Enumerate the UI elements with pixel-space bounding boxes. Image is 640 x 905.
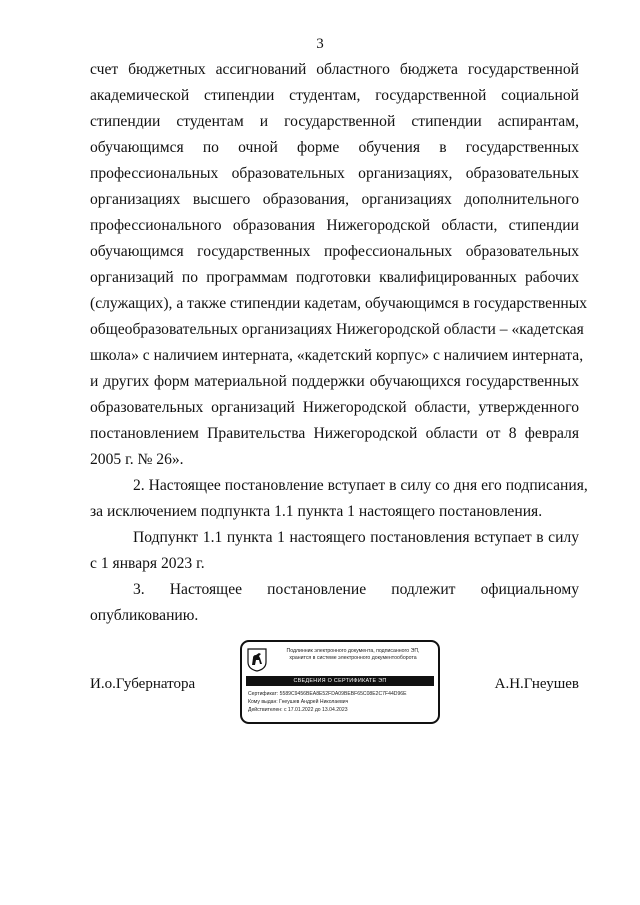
text-line: и других форм материальной поддержки обучающихся государственных [90, 373, 579, 390]
paragraph-3 [90, 525, 579, 577]
text-line: образовательных организаций Нижегородской области, утвержденного [90, 399, 579, 416]
stamp-header-line: хранится в системе электронного документооборота [289, 655, 417, 661]
stamp-header-line: Подлинник электронного документа, подписанного ЭП, [286, 648, 420, 654]
paragraph-4 [90, 577, 579, 629]
paragraph-2 [90, 473, 588, 525]
text-line: общеобразовательных организациях Нижегородской области – «кадетская [90, 321, 584, 338]
text-line: организациях высшего образования, организациях дополнительного [90, 191, 579, 208]
document-body [90, 57, 588, 629]
stamp-title-bar: СВЕДЕНИЯ О СЕРТИФИКАТЕ ЭП [246, 676, 434, 686]
text-line: школа» с наличием интерната, «кадетский корпус» с наличием интерната, [90, 347, 584, 364]
text-line: обучающимся по очной форме обучения в государственных [90, 139, 579, 156]
text-line: 3. Настоящее постановление подлежит официальному [133, 581, 579, 598]
page-number: 3 [316, 36, 324, 52]
text-line: (служащих), а также стипендии кадетам, обучающимся в государственных [90, 295, 588, 312]
stamp-certificate: Сертификат: 5589C9456BEA8E52FDA09BEBF65C08E2C7F44D96E [248, 691, 407, 697]
stamp-owner: Кому выдан: Гнеушев Андрей Николаевич [248, 699, 349, 705]
text-line: 2005 г. № 26». [90, 451, 184, 468]
stamp-header [270, 648, 436, 662]
text-line: стипендии студентам и государственной стипендии аспирантам, [90, 113, 579, 130]
electronic-signature-stamp [240, 640, 440, 724]
text-line: за исключением подпункта 1.1 пункта 1 настоящего постановления. [90, 503, 543, 520]
text-line: академической стипендии студентам, государственной социальной [90, 87, 579, 104]
text-line: организаций по программам подготовки квалифицированных рабочих [90, 269, 579, 286]
text-line: обучающимся государственных профессиональных образовательных [90, 243, 579, 260]
text-line: постановлением Правительства Нижегородской области от 8 февраля [90, 425, 579, 442]
text-line: опубликованию. [90, 607, 199, 624]
text-line: счет бюджетных ассигнований областного бюджета государственной [90, 61, 579, 78]
signatory-name: А.Н.Гнеушев [494, 676, 579, 692]
text-line: Подпункт 1.1 пункта 1 настоящего постановления вступает в силу [133, 529, 579, 546]
text-line: профессионального образования Нижегородской области, стипендии [90, 217, 579, 234]
stamp-validity: Действителен: с 17.01.2022 до 13.04.2023 [248, 707, 348, 713]
text-line: 2. Настоящее постановление вступает в силу со дня его подписания, [133, 477, 588, 494]
stamp-details [248, 690, 434, 714]
paragraph-1 [90, 57, 588, 473]
signatory-position: И.о.Губернатора [90, 676, 196, 692]
text-line: профессиональных образовательных организациях, образовательных [90, 165, 579, 182]
coat-of-arms-icon [247, 648, 267, 672]
text-line: с 1 января 2023 г. [90, 555, 205, 572]
